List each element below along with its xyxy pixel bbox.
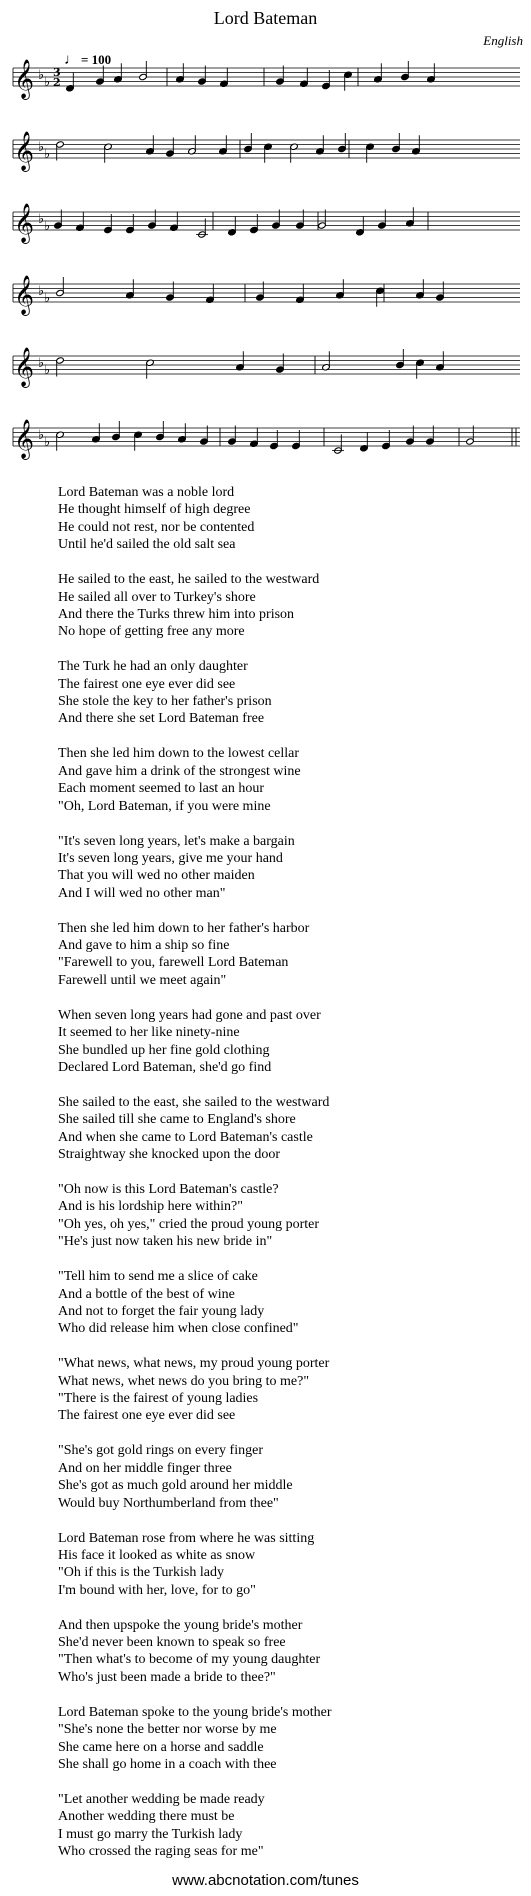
stanza: [58, 745, 498, 815]
lyric-line: Farewell until we meet again": [58, 972, 227, 988]
stanza: [58, 1268, 498, 1338]
lyric-line: "What news, what news, my proud young porter: [58, 1356, 330, 1372]
stanza: [58, 1181, 498, 1251]
lyric-line: And on her middle finger three: [58, 1460, 232, 1476]
lyric-line: "Oh yes, oh yes," cried the proud young porter: [58, 1216, 320, 1232]
lyric-line: The fairest one eye ever did see: [58, 1408, 236, 1424]
quarter-note-icon: ♩: [64, 52, 79, 68]
lyric-line: It's seven long years, give me your hand: [58, 850, 283, 866]
lyric-line: "Let another wedding be made ready: [58, 1791, 265, 1807]
lyric-line: "She's none the better nor worse by me: [58, 1722, 277, 1738]
time-signature-top: 3: [53, 66, 61, 79]
lyric-line: She stole the key to her father's prison: [58, 694, 272, 710]
stanza: [58, 1704, 498, 1774]
flat-icon: ♭: [44, 362, 51, 378]
lyric-line: Each moment seemed to last an hour: [58, 781, 265, 797]
lyric-line: She sailed till she came to England's shore: [58, 1112, 296, 1128]
lyric-line: Declared Lord Bateman, she'd go find: [58, 1059, 272, 1075]
tempo-value: = 100: [81, 52, 112, 67]
lyric-line: Lord Bateman rose from where he was sitting: [58, 1530, 315, 1546]
lyric-line: The fairest one eye ever did see: [58, 676, 236, 692]
stanza: [58, 658, 498, 728]
lyrics: [58, 484, 498, 1878]
lyric-line: She'd never been known to speak so free: [58, 1635, 286, 1651]
lyric-line: "Farewell to you, farewell Lord Bateman: [58, 955, 289, 971]
lyric-line: She's got as much gold around her middle: [58, 1478, 293, 1494]
treble-clef-icon: 𝄞: [14, 203, 35, 243]
lyric-line: "Oh now is this Lord Bateman's castle?: [58, 1182, 279, 1197]
lyric-line: Who did release him when close confined": [58, 1321, 299, 1337]
lyric-line: And not to forget the fair young lady: [58, 1303, 265, 1319]
lyric-line: Who's just been made a bride to thee?": [58, 1669, 276, 1685]
lyric-line: Lord Bateman spoke to the young bride's mother: [58, 1704, 332, 1720]
lyric-line: And is his lordship here within?": [58, 1199, 243, 1215]
lyric-line: He thought himself of high degree: [58, 502, 251, 518]
flat-icon: ♭: [44, 74, 51, 90]
lyric-line: I'm bound with her, love, for to go": [58, 1582, 256, 1598]
lyric-line: He could not rest, nor be contented: [58, 519, 255, 535]
treble-clef-icon: 𝄞: [14, 59, 35, 99]
flat-icon: ♭: [38, 140, 45, 155]
lyric-line: She bundled up her fine gold clothing: [58, 1042, 270, 1058]
lyric-line: "She's got gold rings on every finger: [58, 1443, 263, 1459]
lyric-line: "He's just now taken his new bride in": [58, 1234, 273, 1250]
treble-clef-icon: 𝄞: [14, 419, 35, 459]
footer-url[interactable]: www.abcnotation.com/tunes: [172, 1872, 359, 1889]
lyric-line: Another wedding there must be: [58, 1809, 235, 1825]
lyric-line: And gave him a drink of the strongest wine: [58, 763, 301, 779]
stanza: [58, 1791, 498, 1861]
lyric-line: That you will wed no other maiden: [58, 868, 255, 884]
lyric-line: And a bottle of the best of wine: [58, 1286, 235, 1302]
flat-icon: ♭: [38, 68, 45, 83]
stanza: [58, 920, 498, 990]
lyric-line: I must go marry the Turkish lady: [58, 1826, 243, 1842]
flat-icon: ♭: [38, 284, 45, 299]
lyric-line: Straightway she knocked upon the door: [58, 1147, 281, 1163]
lyric-line: No hope of getting free any more: [58, 624, 245, 640]
lyric-line: "Tell him to send me a slice of cake: [58, 1269, 258, 1285]
lyric-line: The Turk he had an only daughter: [58, 659, 248, 675]
time-signature-bottom: 2: [53, 76, 61, 89]
stanza: [58, 1442, 498, 1512]
lyric-line: He sailed to the east, he sailed to the westward: [58, 572, 320, 588]
lyric-line: She came here on a horse and saddle: [58, 1739, 264, 1755]
treble-clef-icon: 𝄞: [14, 275, 35, 315]
flat-icon: ♭: [38, 212, 45, 227]
flat-icon: ♭: [38, 428, 45, 443]
lyric-line: It seemed to her like ninety-nine: [58, 1025, 240, 1041]
stanza: [58, 1007, 498, 1077]
lyric-line: He sailed all over to Turkey's shore: [58, 589, 256, 605]
flat-icon: ♭: [44, 146, 51, 162]
lyric-line: And there the Turks threw him into prison: [58, 606, 295, 622]
music-score: [0, 0, 531, 470]
lyric-line: His face it looked as white as snow: [58, 1547, 256, 1563]
lyric-line: She sailed to the east, she sailed to the westward: [58, 1094, 330, 1110]
stanza: [58, 1617, 498, 1687]
lyric-line: "Then what's to become of my young daughter: [58, 1652, 321, 1668]
flat-icon: ♭: [44, 290, 51, 306]
lyric-line: Then she led him down to the lowest cellar: [58, 746, 300, 762]
lyric-line: "Oh, Lord Bateman, if you were mine: [58, 798, 271, 814]
lyric-line: When seven long years had gone and past over: [58, 1007, 321, 1023]
lyric-line: Until he'd sailed the old salt sea: [58, 537, 236, 553]
lyric-line: And when she came to Lord Bateman's castle: [58, 1129, 313, 1145]
stanza: [58, 1530, 498, 1600]
lyric-line: "There is the fairest of young ladies: [58, 1391, 259, 1407]
stanza: [58, 484, 498, 554]
lyric-line: What news, whet news do you bring to me?": [58, 1373, 310, 1389]
treble-clef-icon: 𝄞: [14, 131, 35, 171]
lyric-line: Who crossed the raging seas for me": [58, 1844, 264, 1860]
flat-icon: ♭: [44, 434, 51, 450]
flat-icon: ♭: [44, 218, 51, 234]
song-origin: English: [483, 33, 523, 48]
lyric-line: And then upspoke the young bride's mother: [58, 1617, 303, 1633]
stanza: [58, 1094, 498, 1164]
stanza: [58, 571, 498, 641]
stanza: [58, 1355, 498, 1425]
lyric-line: And there she set Lord Bateman free: [58, 711, 265, 727]
lyric-line: Would buy Northumberland from thee": [58, 1495, 279, 1511]
flat-icon: ♭: [38, 356, 45, 371]
lyric-line: "It's seven long years, let's make a bargain: [58, 833, 295, 849]
lyric-line: Then she led him down to her father's harbor: [58, 920, 310, 936]
lyric-line: And gave to him a ship so fine: [58, 938, 230, 954]
lyric-line: Lord Bateman was a noble lord: [58, 485, 235, 500]
lyric-line: She shall go home in a coach with thee: [58, 1756, 277, 1772]
lyric-line: And I will wed no other man": [58, 885, 226, 901]
stanza: [58, 833, 498, 903]
lyric-line: "Oh if this is the Turkish lady: [58, 1565, 224, 1581]
song-title: Lord Bateman: [213, 8, 318, 28]
treble-clef-icon: 𝄞: [14, 347, 35, 387]
